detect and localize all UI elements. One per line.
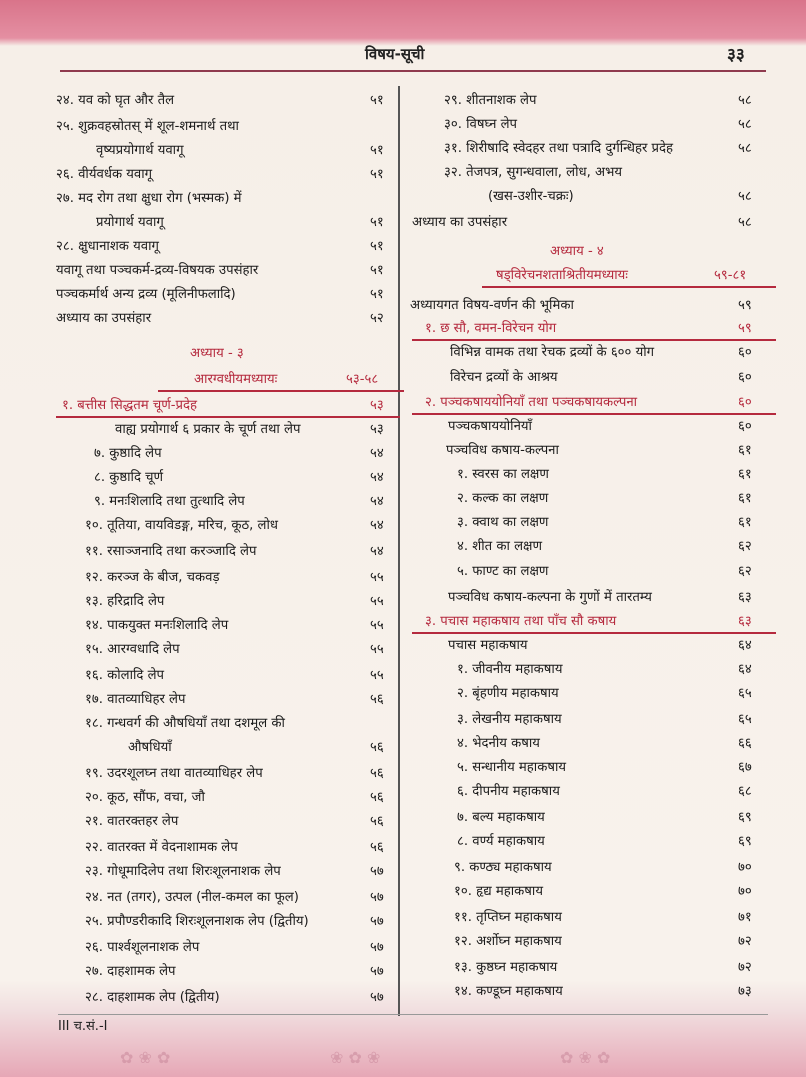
page-header — [0, 36, 806, 70]
right-toc-page-number: ७१ — [738, 910, 752, 925]
page-number: ३३ — [727, 45, 745, 65]
right-heading-underline — [412, 632, 776, 634]
left-toc-entry: ८. कुष्ठादि चूर्ण — [94, 470, 164, 485]
left-toc-entry: १२. करञ्ज के बीज, चकवड़ — [85, 570, 220, 585]
left-toc-page-number: ५७ — [370, 890, 384, 905]
right-toc-entry: पञ्चविध कषाय-कल्पना के गुणों में तारतम्य — [448, 590, 652, 605]
column-divider — [398, 86, 400, 1016]
left-toc-entry: २६. वीर्यवर्धक यवागू — [56, 167, 153, 182]
right-heading-underline — [412, 339, 776, 341]
right-toc-entry: विभिन्न वामक तथा रेचक द्रव्यों के ६०० योग — [450, 345, 655, 360]
right-toc-page-number: ६९ — [738, 834, 752, 849]
right-toc-entry: १४. कण्डूघ्न महाकषाय — [454, 984, 563, 999]
left-toc-entry: ११. रसाञ्जनादि तथा करञ्जादि लेप — [85, 544, 257, 559]
left-toc-page-number: ५६ — [370, 840, 384, 855]
footer-label: III च.सं.-I — [58, 1019, 108, 1034]
left-toc-entry: २८. दाहशामक लेप (द्वितीय) — [85, 990, 220, 1005]
right-toc-page-number: ६५ — [738, 712, 752, 727]
left-toc-entry: २२. वातरक्त में वेदनाशामक लेप — [85, 840, 238, 855]
right-toc-entry: विरेचन द्रव्यों के आश्रय — [450, 370, 558, 385]
right-toc-entry: ४. शीत का लक्षण — [457, 539, 542, 554]
left-toc-entry: १८. गन्धवर्ग की औषधियाँ तथा दशमूल की — [85, 716, 285, 731]
left-toc-page-number: ५५ — [370, 642, 384, 657]
left-toc-entry: वृष्यप्रयोगार्थ यवागू — [96, 143, 184, 158]
left-toc-entry: २४. नत (तगर), उत्पल (नील-कमल का फूल) — [85, 890, 299, 905]
left-toc-entry: यवागू तथा पञ्चकर्म-द्रव्य-विषयक उपसंहार — [56, 263, 259, 278]
right-toc-page-number: ५९ — [738, 298, 752, 313]
left-toc-page-number: ५७ — [370, 964, 384, 979]
flower-ornament-icon: ✿ ❀ ✿ — [560, 1048, 611, 1067]
right-toc-page-number: ७२ — [738, 960, 752, 975]
right-toc-page-number: ६३ — [738, 590, 752, 605]
right-toc-entry: (खस-उशीर-चक्रः) — [488, 189, 574, 204]
right-toc-page-number: ६१ — [738, 491, 752, 506]
left-toc-page-number: ५१ — [370, 143, 384, 158]
right-toc-page-number: ६४ — [738, 662, 752, 677]
left-toc-page-number: ५१ — [370, 167, 384, 182]
left-toc-page-number: ५१ — [370, 93, 384, 108]
right-toc-entry: ३०. विषघ्न लेप — [444, 117, 518, 132]
right-toc-entry: ४. भेदनीय कषाय — [457, 736, 540, 751]
right-toc-entry: ३. पचास महाकषाय तथा पाँच सौ कषाय — [425, 614, 617, 629]
left-toc-page-number: ५१ — [370, 239, 384, 254]
flower-ornament-icon: ✿ ❀ ✿ — [120, 1048, 171, 1067]
left-toc-page-number: ५१ — [370, 287, 384, 302]
right-toc-entry: १. छ सौ, वमन-विरेचन योग — [425, 321, 557, 336]
left-toc-page-number: ५७ — [370, 940, 384, 955]
right-toc-entry: १०. हृद्य महाकषाय — [454, 884, 543, 899]
left-toc-page-number: ५७ — [370, 864, 384, 879]
flower-ornament-icon: ❀ ✿ ❀ — [330, 1048, 381, 1067]
right-toc-entry: पञ्चविध कषाय-कल्पना — [446, 443, 559, 458]
right-toc-page-number: ६० — [738, 345, 752, 360]
left-toc-entry: १. बत्तीस सिद्धतम चूर्ण-प्रदेह — [62, 398, 198, 413]
left-toc-page-number: ५७ — [370, 990, 384, 1005]
right-toc-page-number: ६७ — [738, 760, 752, 775]
right-toc-entry: २. पञ्चकषाययोनियाँ तथा पञ्चकषायकल्पना — [425, 395, 638, 410]
left-toc-page-number: ५६ — [370, 814, 384, 829]
left-toc-entry: १६. कोलादि लेप — [85, 668, 165, 683]
right-toc-entry: पञ्चकषाययोनियाँ — [448, 419, 532, 434]
left-toc-page-number: ५६ — [370, 790, 384, 805]
left-toc-entry: १३. हरिद्रादि लेप — [85, 594, 165, 609]
right-toc-entry: अध्याय का उपसंहार — [412, 215, 508, 230]
right-toc-entry: ३१. शिरीषादि स्वेदहर तथा पत्रादि दुर्गन्धिहर प्रदेह — [444, 141, 674, 156]
left-toc-entry: १७. वातव्याधिहर लेप — [85, 692, 186, 707]
left-toc-page-number: ५४ — [370, 544, 384, 559]
left-toc-entry: २७. मद रोग तथा क्षुधा रोग (भस्मक) में — [56, 191, 242, 206]
right-toc-page-number: ६४ — [738, 638, 752, 653]
left-toc-page-number: ५४ — [370, 470, 384, 485]
left-toc-page-number: ५१ — [370, 263, 384, 278]
left-toc-page-number: ५६ — [370, 692, 384, 707]
left-toc-entry: २४. यव को घृत और तैल — [56, 93, 175, 108]
right-toc-entry: ५. फाण्ट का लक्षण — [457, 564, 549, 579]
right-toc-entry: षड्विरेचनशताश्रितीयमध्यायः — [496, 268, 628, 283]
right-toc-page-number: ६२ — [738, 539, 752, 554]
right-toc-entry: १२. अर्शोघ्न महाकषाय — [454, 934, 562, 949]
left-toc-entry: २१. वातरक्तहर लेप — [85, 814, 179, 829]
right-toc-page-number: ६३ — [738, 614, 752, 629]
right-toc-entry: ८. वर्ण्य महाकषाय — [457, 834, 545, 849]
right-toc-page-number: ५८ — [738, 215, 752, 230]
right-toc-entry: ३२. तेजपत्र, सुगन्धवाला, लोध, अभय — [444, 165, 622, 180]
left-toc-page-number: ५५ — [370, 618, 384, 633]
right-toc-page-number: ५८ — [738, 189, 752, 204]
right-toc-entry: ३. क्वाथ का लक्षण — [457, 515, 549, 530]
right-toc-entry: २. बृंहणीय महाकषाय — [457, 686, 559, 701]
right-toc-page-number: ५८ — [738, 93, 752, 108]
left-toc-entry: १०. तूतिया, वायविडङ्ग, मरिच, कूठ, लोध — [85, 518, 279, 533]
right-toc-entry: पचास महाकषाय — [448, 638, 528, 653]
right-toc-entry: ६. दीपनीय महाकषाय — [457, 784, 560, 799]
left-toc-page-number: ५४ — [370, 518, 384, 533]
left-toc-entry: २५. प्रपौण्डरीकादि शिरःशूलनाशक लेप (द्वितीय) — [85, 914, 309, 929]
left-toc-entry: १५. आरग्वधादि लेप — [85, 642, 180, 657]
right-toc-page-number: ७२ — [738, 934, 752, 949]
bottom-rule — [58, 1014, 768, 1015]
right-toc-page-number: ७० — [738, 860, 752, 875]
left-toc-page-number: ५१ — [370, 215, 384, 230]
right-toc-entry: अध्यायगत विषय-वर्णन की भूमिका — [410, 298, 574, 313]
right-toc-entry: ३. लेखनीय महाकषाय — [457, 712, 562, 727]
left-toc-entry: २८. क्षुधानाशक यवागू — [56, 239, 159, 254]
right-toc-page-number: ६८ — [738, 784, 752, 799]
header-rule — [60, 70, 766, 72]
left-toc-entry: २५. शुक्रवहस्रोतस् में शूल-शमनार्थ तथा — [56, 119, 239, 134]
right-toc-entry: ५. सन्धानीय महाकषाय — [457, 760, 567, 775]
left-toc-entry: २७. दाहशामक लेप — [85, 964, 176, 979]
right-toc-entry: अध्याय - ४ — [550, 244, 604, 259]
right-toc-page-number: ६१ — [738, 443, 752, 458]
right-toc-page-number: ७० — [738, 884, 752, 899]
left-toc-page-number: ५६ — [370, 766, 384, 781]
right-toc-page-number: ६१ — [738, 515, 752, 530]
right-toc-page-number: ७३ — [738, 984, 752, 999]
right-toc-entry: २९. शीतनाशक लेप — [444, 93, 537, 108]
right-toc-page-number: ६५ — [738, 686, 752, 701]
right-toc-entry: १. स्वरस का लक्षण — [457, 467, 549, 482]
left-toc-entry: २६. पार्श्वशूलनाशक लेप — [85, 940, 200, 955]
left-toc-page-number: ५२ — [370, 311, 384, 326]
right-heading-underline — [482, 286, 776, 288]
left-toc-entry: २०. कूठ, सौंफ, वचा, जौ — [85, 790, 205, 805]
left-toc-page-number: ५७ — [370, 914, 384, 929]
left-heading-underline — [158, 390, 404, 392]
right-toc-page-number: ६२ — [738, 564, 752, 579]
left-toc-entry: १९. उदरशूलघ्न तथा वातव्याधिहर लेप — [85, 766, 263, 781]
left-toc-page-number: ५५ — [370, 570, 384, 585]
right-toc-page-number: ६० — [738, 419, 752, 434]
right-heading-underline — [412, 413, 776, 415]
right-toc-page-number: ६६ — [738, 736, 752, 751]
right-toc-entry: ९. कण्ठ्य महाकषाय — [454, 860, 552, 875]
left-toc-page-number: ५५ — [370, 668, 384, 683]
left-toc-page-number: ५६ — [370, 740, 384, 755]
left-toc-page-number: ५३ — [370, 422, 384, 437]
right-toc-entry: २. कल्क का लक्षण — [457, 491, 549, 506]
left-toc-page-number: ५४ — [370, 494, 384, 509]
left-toc-entry: आरग्वधीयमध्यायः — [194, 372, 278, 387]
left-toc-page-number: ५३-५८ — [346, 372, 379, 387]
left-toc-page-number: ५४ — [370, 446, 384, 461]
left-toc-entry: ९. मनःशिलादि तथा तुत्थादि लेप — [94, 494, 245, 509]
right-toc-page-number: ६९ — [738, 810, 752, 825]
left-toc-entry: ७. कुष्ठादि लेप — [94, 446, 162, 461]
right-toc-page-number: ५९ — [738, 321, 752, 336]
right-toc-entry: ११. तृप्तिघ्न महाकषाय — [454, 910, 562, 925]
right-toc-entry: ७. बल्य महाकषाय — [457, 810, 545, 825]
left-toc-entry: पञ्चकर्मार्थ अन्य द्रव्य (मूलिनीफलादि) — [56, 287, 236, 302]
left-heading-underline — [56, 416, 400, 418]
right-toc-entry: १३. कुष्ठघ्न महाकषाय — [454, 960, 558, 975]
left-toc-page-number: ५५ — [370, 594, 384, 609]
right-toc-entry: १. जीवनीय महाकषाय — [457, 662, 563, 677]
left-toc-entry: औषधियाँ — [128, 740, 172, 755]
right-toc-page-number: ५८ — [738, 141, 752, 156]
right-toc-page-number: ६० — [738, 395, 752, 410]
left-toc-entry: २३. गोधूमादिलेप तथा शिरःशूलनाशक लेप — [85, 864, 281, 879]
right-toc-page-number: ५८ — [738, 117, 752, 132]
left-toc-entry: अध्याय - ३ — [190, 346, 244, 361]
right-toc-page-number: ६१ — [738, 467, 752, 482]
left-toc-entry: वाह्य प्रयोगार्थ ६ प्रकार के चूर्ण तथा लेप — [115, 422, 301, 437]
right-toc-page-number: ६० — [738, 370, 752, 385]
left-toc-entry: १४. पाकयुक्त मनःशिलादि लेप — [85, 618, 229, 633]
left-toc-entry: प्रयोगार्थ यवागू — [96, 215, 164, 230]
left-toc-page-number: ५३ — [370, 398, 384, 413]
right-toc-page-number: ५९-८१ — [714, 268, 747, 283]
page-title: विषय-सूची — [365, 45, 425, 63]
left-toc-entry: अध्याय का उपसंहार — [56, 311, 152, 326]
